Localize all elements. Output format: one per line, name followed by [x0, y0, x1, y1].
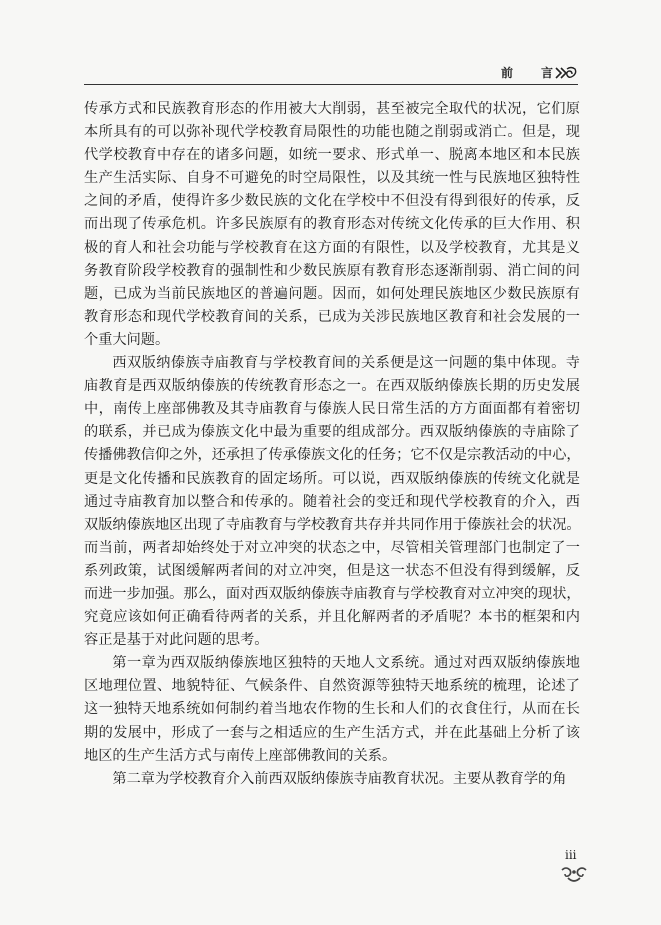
text-line: 地区的生产生活方式与南传上座部佛教间的关系。 [84, 747, 397, 764]
paragraph [84, 768, 580, 791]
text-line: 之间的矛盾，使得许多少数民族的文化在学校中不但没有得到很好的传承，反 [84, 193, 580, 210]
header-ornament-icon [555, 66, 577, 80]
text-line: 更是文化传播和民族教育的固定场所。可以说，西双版纳傣族的传统文化就是 [84, 470, 580, 487]
running-header [501, 64, 577, 81]
text-line: 西双版纳傣族寺庙教育与学校教育间的关系便是这一问题的集中体现。寺 [112, 355, 580, 372]
footer-ornament-icon [560, 864, 588, 884]
paragraph [84, 98, 580, 352]
text-line: 期的发展中，形成了一套与之相适应的生产生活方式，并在此基础上分析了该 [84, 724, 580, 741]
text-line: 的联系，并已成为傣族文化中最为重要的组成部分。西双版纳傣族的寺庙除了 [84, 424, 580, 441]
text-line: 代学校教育中存在的诸多问题，如统一要求、形式单一、脱离本地区和本民族 [84, 147, 580, 164]
text-line: 双版纳傣族地区出现了寺庙教育与学校教育共存并共同作用于傣族社会的状况。 [84, 516, 581, 533]
text-line: 极的育人和社会功能与学校教育在这方面的有限性，以及学校教育，尤其是义 [84, 239, 580, 256]
text-line: 容正是基于对此问题的思考。 [84, 632, 269, 649]
text-line: 第一章为西双版纳傣族地区独特的天地人文系统。通过对西双版纳傣族地 [112, 655, 580, 672]
header-rule [84, 84, 578, 85]
text-line: 究竟应该如何正确看待两者的关系，并且化解两者的矛盾呢？本书的框架和内 [84, 609, 580, 626]
paragraph [84, 352, 580, 652]
text-line: 个重大问题。 [84, 331, 170, 348]
body-text [84, 98, 580, 791]
text-line: 而出现了传承危机。许多民族原有的教育形态对传统文化传承的巨大作用、积 [84, 216, 580, 233]
text-line: 区地理位置、地貌特征、气候条件、自然资源等独特天地系统的梳理，论述了 [84, 678, 580, 695]
text-line: 庙教育是西双版纳傣族的传统教育形态之一。在西双版纳傣族长期的历史发展 [84, 378, 580, 395]
text-line: 教育形态和现代学校教育间的关系，已成为关涉民族地区教育和社会发展的一 [84, 308, 580, 325]
text-line: 生产生活实际、自身不可避免的时空局限性，以及其统一性与民族地区独特性 [84, 170, 580, 187]
text-line: 务教育阶段学校教育的强制性和少数民族原有教育形态逐渐削弱、消亡间的问 [84, 262, 580, 279]
text-line: 第二章为学校教育介入前西双版纳傣族寺庙教育状况。主要从教育学的角 [112, 770, 567, 787]
header-char-qian: 前 [500, 66, 513, 80]
text-line: 传播佛教信仰之外，还承担了传承傣族文化的任务；它不仅是宗教活动的中心， [84, 447, 581, 464]
text-line: 传承方式和民族教育形态的作用被大大削弱，甚至被完全取代的状况，它们原 [84, 101, 580, 117]
text-line: 这一独特天地系统如何制约着当地农作物的生长和人们的衣食住行，从而在长 [84, 701, 580, 718]
paragraph [84, 652, 580, 767]
text-line: 通过寺庙教育加以整合和传承的。随着社会的变迁和现代学校教育的介入，西 [84, 493, 580, 510]
text-line: 题，已成为当前民族地区的普遍问题。因而，如何处理民族地区少数民族原有 [84, 285, 580, 302]
text-line: 而进一步加强。那么，面对西双版纳傣族寺庙教育与学校教育对立冲突的现状， [84, 585, 581, 602]
text-line: 本所具有的可以弥补现代学校教育局限性的功能也随之削弱或消亡。但是，现 [84, 124, 580, 141]
text-line: 系列政策，试图缓解两者间的对立冲突，但是这一状态不但没有得到缓解，反 [84, 562, 580, 579]
header-char-yan: 言 [540, 66, 553, 80]
page-number: iii [565, 848, 577, 862]
text-line: 中，南传上座部佛教及其寺庙教育与傣族人民日常生活的方方面面都有着密切 [84, 401, 580, 418]
text-line: 而当前，两者却始终处于对立冲突的状态之中，尽管相关管理部门也制定了一 [84, 539, 580, 556]
